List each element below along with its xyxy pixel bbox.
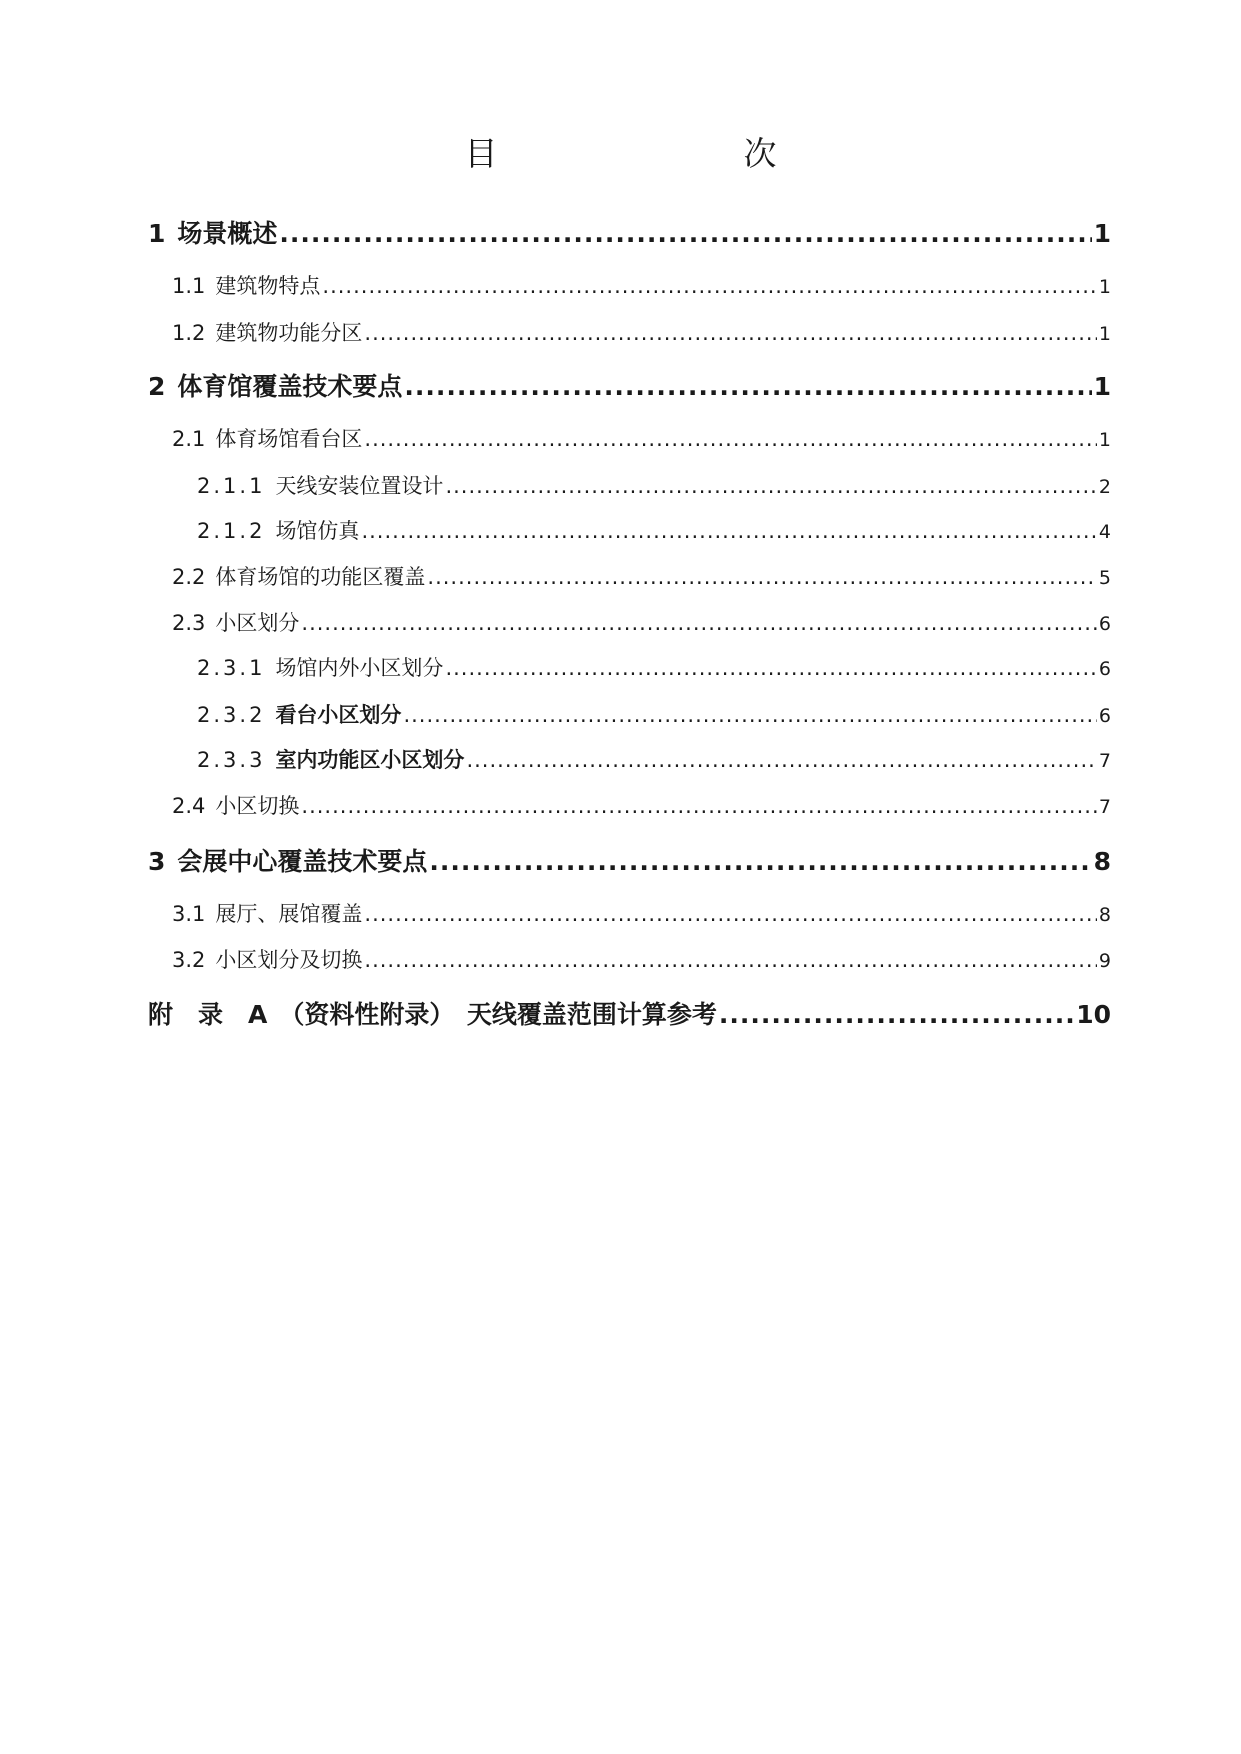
toc-entry[interactable] [172,790,1111,820]
toc-entry-page: 5 [1098,567,1111,589]
toc-entry[interactable] [197,652,1111,682]
toc-entry-number: 2.3.1 [197,656,266,680]
toc-entry-number: 2.4 [172,794,206,818]
toc-entry-title: 天线安装位置设计 [275,474,444,498]
toc-entry[interactable] [172,607,1111,637]
toc-entry-title: 小区切换 [215,794,300,818]
toc-entry[interactable] [172,270,1111,300]
toc-entry[interactable] [197,470,1111,500]
toc-entry-appendix[interactable] [148,995,1111,1031]
toc-entry[interactable] [148,842,1111,878]
toc-entry-title: 场景概述 [177,219,278,248]
toc-entry[interactable] [148,367,1111,403]
toc-entry-page: 1 [1093,372,1111,401]
toc-entry-title: 场馆内外小区划分 [275,656,444,680]
toc-entry-page: 9 [1098,950,1111,972]
toc-entry-title: 体育馆覆盖技术要点 [177,372,403,401]
toc-leader [445,656,1096,680]
toc-leader [279,219,1091,248]
toc-entry-page: 10 [1076,1000,1111,1029]
toc-entry-number: 2 [148,372,166,401]
toc-entry[interactable] [148,214,1111,250]
toc-entry-title: 体育场馆看台区 [215,427,363,451]
toc-leader [404,372,1091,401]
toc-entry[interactable] [172,317,1111,347]
toc-entry-number: 附 录 A [148,1000,268,1029]
toc-entry-title: 小区划分 [215,611,300,635]
toc-entry-page: 8 [1098,904,1111,926]
toc-leader [364,321,1097,345]
toc-entry[interactable] [197,515,1111,545]
toc-entry-page: 4 [1098,521,1111,543]
toc-leader [301,794,1097,818]
toc-leader [301,611,1097,635]
toc-leader [445,474,1096,498]
toc-leader [364,902,1097,926]
toc-entry-number: 2.1 [172,427,206,451]
toc-entry-number: 2.1.2 [197,519,266,543]
toc-leader [466,748,1096,772]
toc-entry-number: 3 [148,847,166,876]
toc-entry-number: 2.3.2 [197,703,266,727]
toc-entry-number: 3.1 [172,902,206,926]
toc-entry-title: 场馆仿真 [275,519,360,543]
toc-entry-number: 2.3 [172,611,206,635]
toc-entry-page: 1 [1098,429,1111,451]
toc-leader [719,1000,1074,1029]
toc-entry-page: 1 [1098,323,1111,345]
toc-entry-title: 会展中心覆盖技术要点 [177,847,428,876]
toc-entry-number: 1.1 [172,274,206,298]
toc-entry-page: 6 [1098,658,1111,680]
toc-entry-title: 体育场馆的功能区覆盖 [215,565,426,589]
toc-leader [364,427,1097,451]
toc-leader [364,948,1097,972]
toc-entry-title: 建筑物功能分区 [215,321,363,345]
toc-entry[interactable] [172,561,1111,591]
toc-entry[interactable] [172,944,1111,974]
toc-entry[interactable] [172,423,1111,453]
toc-leader [322,274,1097,298]
toc-entry-number: 2.2 [172,565,206,589]
toc-entry-number: 3.2 [172,948,206,972]
toc-entry-page: 6 [1098,705,1111,727]
toc-entry-number: 2.1.1 [197,474,266,498]
toc-leader [427,565,1097,589]
toc-leader [361,519,1096,543]
toc-entry-page: 1 [1098,276,1111,298]
toc-entry[interactable] [197,699,1111,729]
toc-entry-page: 8 [1093,847,1111,876]
toc-entry-title: 小区划分及切换 [215,948,363,972]
toc-entry-title: （资料性附录） 天线覆盖范围计算参考 [279,1000,717,1029]
toc-entry-page: 7 [1098,750,1111,772]
toc-leader [403,703,1096,727]
toc-entry-page: 1 [1093,219,1111,248]
toc-entry-page: 7 [1098,796,1111,818]
toc-entry-page: 6 [1098,613,1111,635]
toc-entry-title: 室内功能区小区划分 [275,748,465,772]
toc-title: 目 次 [464,134,837,173]
toc-entry-title: 建筑物特点 [215,274,321,298]
toc-entry-number: 1 [148,219,166,248]
toc-entry[interactable] [197,744,1111,774]
toc-leader [429,847,1091,876]
toc-entry-title: 展厅、展馆覆盖 [215,902,363,926]
toc-entry-number: 2.3.3 [197,748,266,772]
toc-entry-title: 看台小区划分 [275,703,402,727]
toc-entry-page: 2 [1098,476,1111,498]
toc-entry[interactable] [172,898,1111,928]
toc-entry-number: 1.2 [172,321,206,345]
